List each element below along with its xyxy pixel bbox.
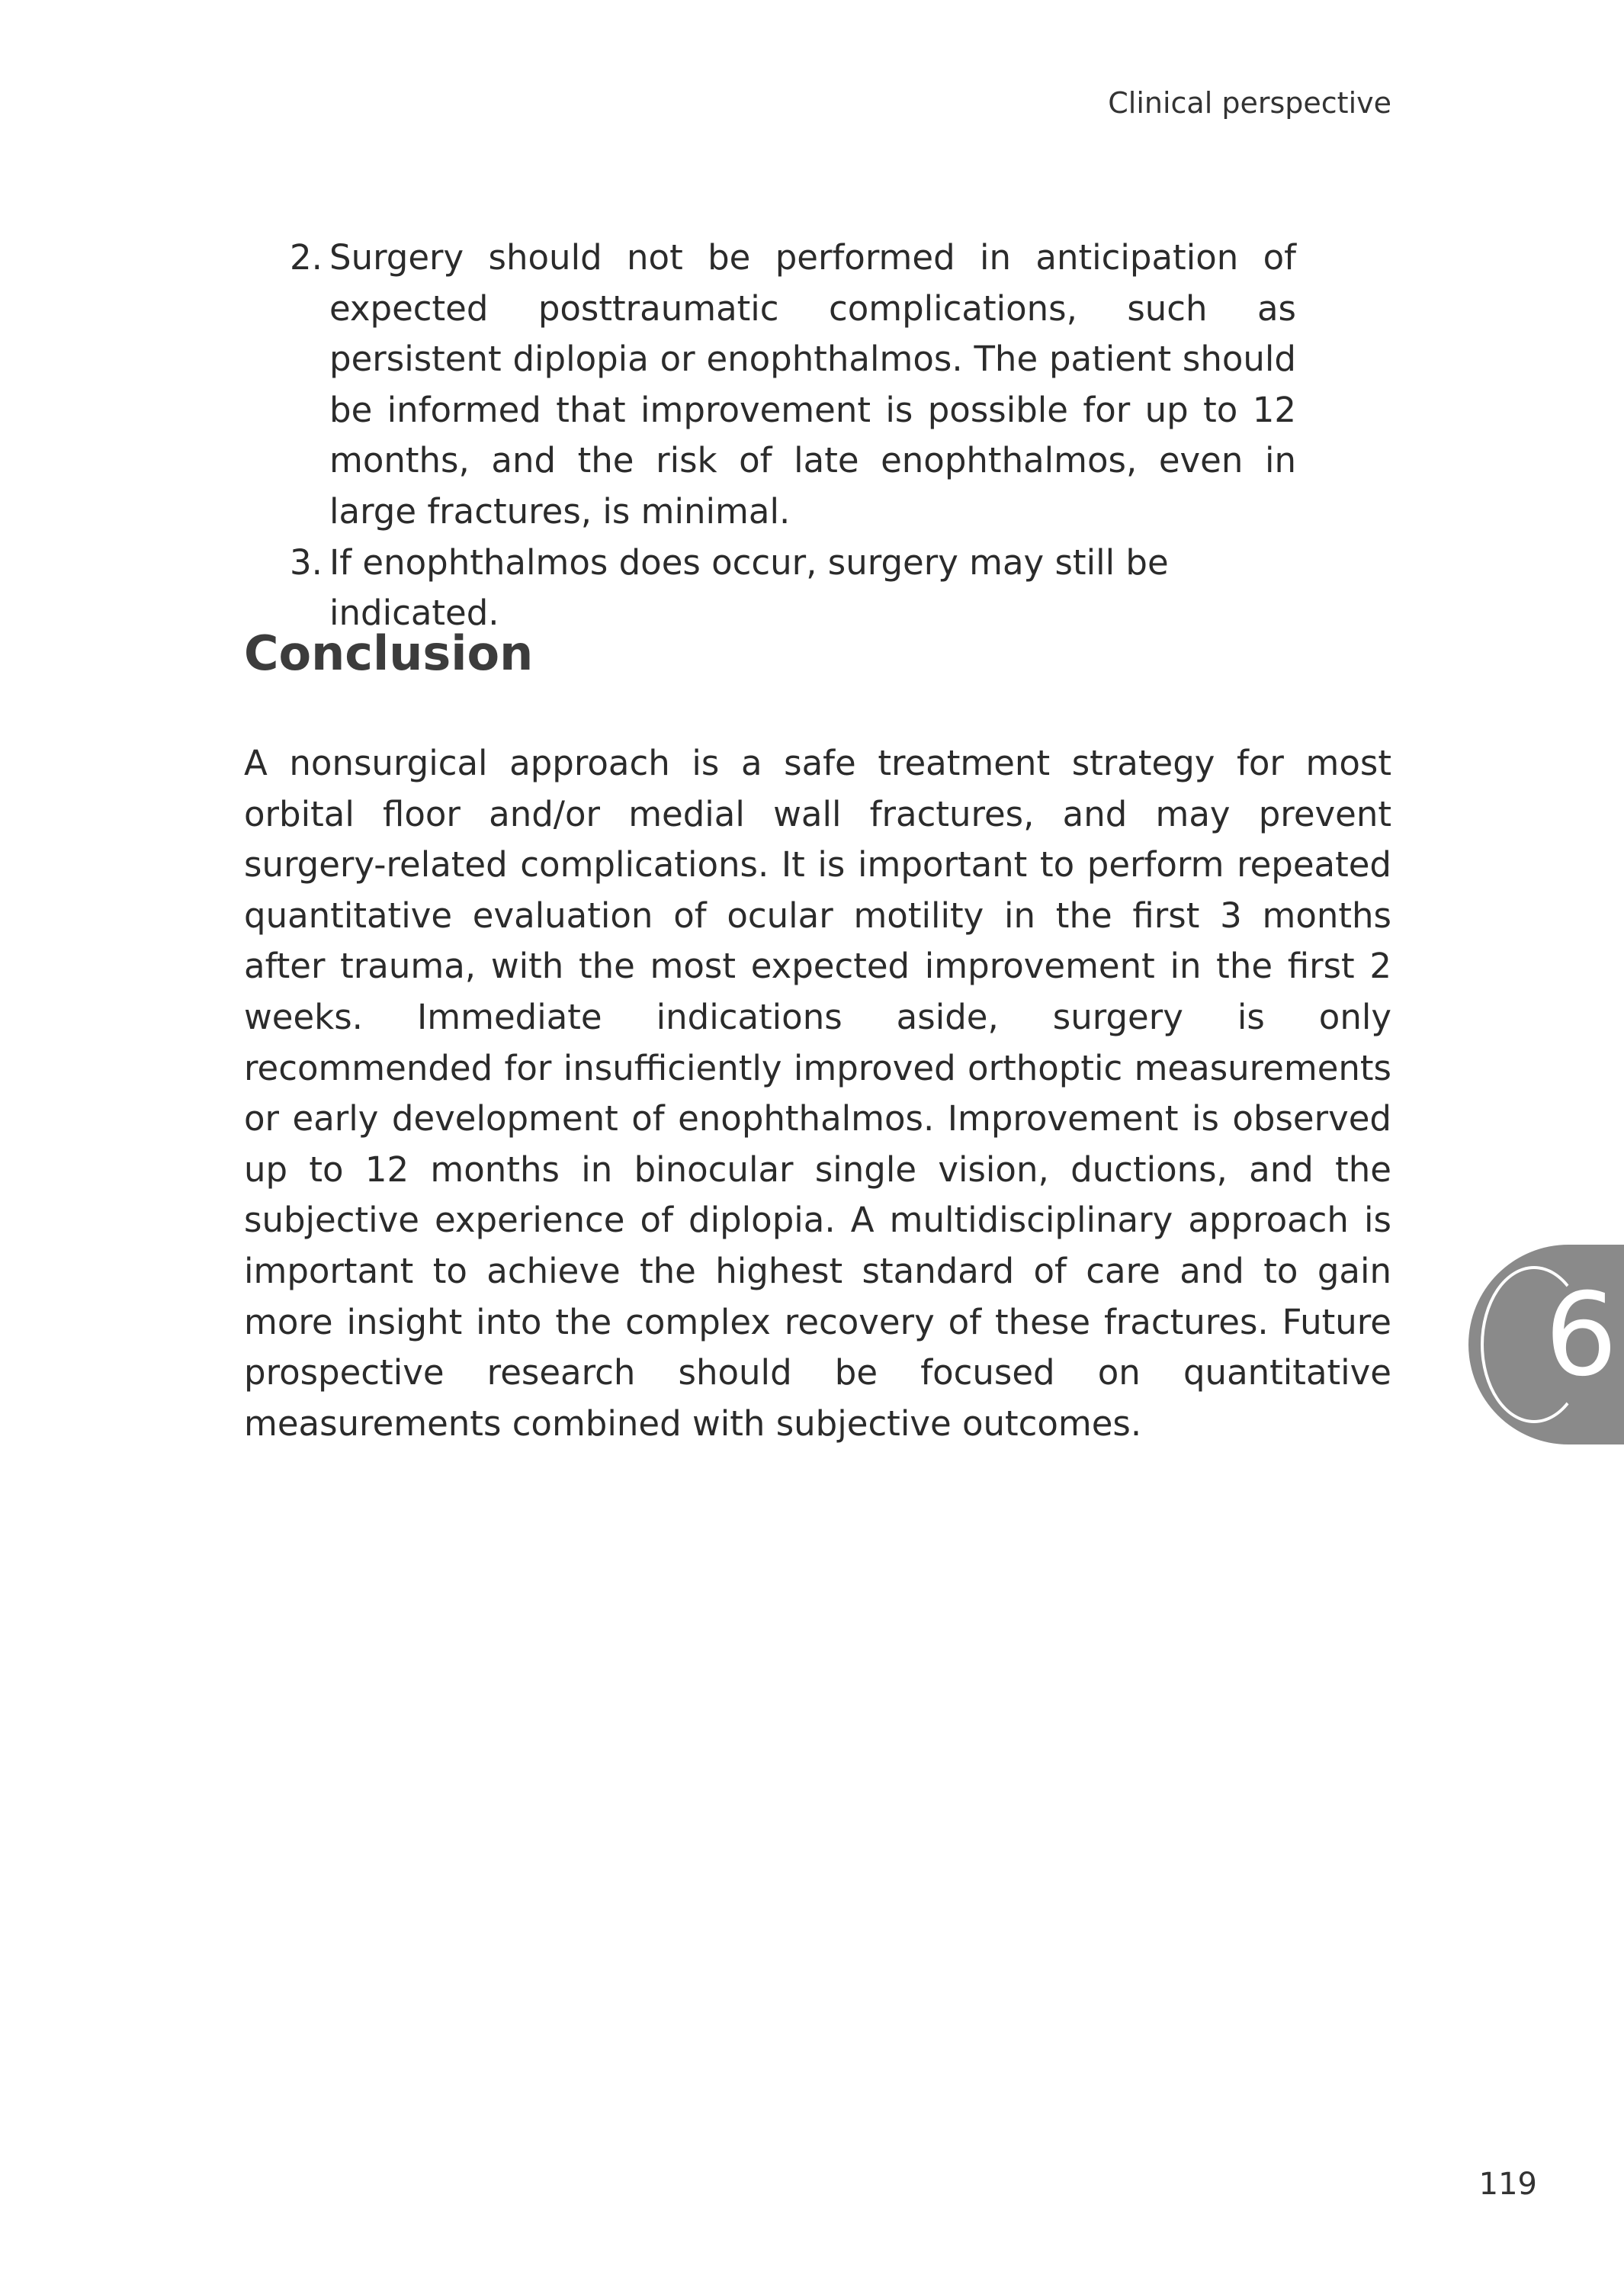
numbered-list	[290, 233, 1296, 639]
section-title: Conclusion	[244, 625, 534, 681]
chapter-tab	[1468, 1245, 1624, 1444]
chapter-number: 6	[1545, 1269, 1618, 1402]
list-item-number: 2.	[290, 237, 323, 278]
list-item	[290, 233, 1296, 538]
page-number: 119	[1478, 2167, 1537, 2202]
list-item-text: If enophthalmos does occur, surgery may still be indicated.	[329, 541, 1169, 634]
list-item-number: 3.	[290, 541, 323, 583]
body-paragraph: A nonsurgical approach is a safe treatment strategy for most orbital floor and/or medial wall fractures, and may prevent surgery-related complications. It is important to perform repeated quantitative evaluation of ocular motility in the first 3 months after trauma, with the most expected improvement in the first 2 weeks. Immediate indications aside, surgery is only recommended for insufficiently improved orthoptic measurements or early development of enophthalmos. Improvement is observed up to 12 months in binocular single vision, ductions, and the subjective experience of diplopia. A multidisciplinary approach is important to achieve the highest standard of care and to gain more insight into the complex recovery of these fractures. Future prospective research should be focused on quantitative measurements combined with subjective outcomes.	[244, 743, 1391, 1444]
running-header: Clinical perspective	[1108, 86, 1391, 120]
list-item	[290, 538, 1296, 639]
list-item-text: Surgery should not be performed in anticipation of expected posttraumatic complications, such as persistent diplopia or enophthalmos. The patient should be informed that improvement is possible for up to 12 months, and the risk of late enophthalmos, even in large fractures, is minimal.	[329, 237, 1296, 532]
